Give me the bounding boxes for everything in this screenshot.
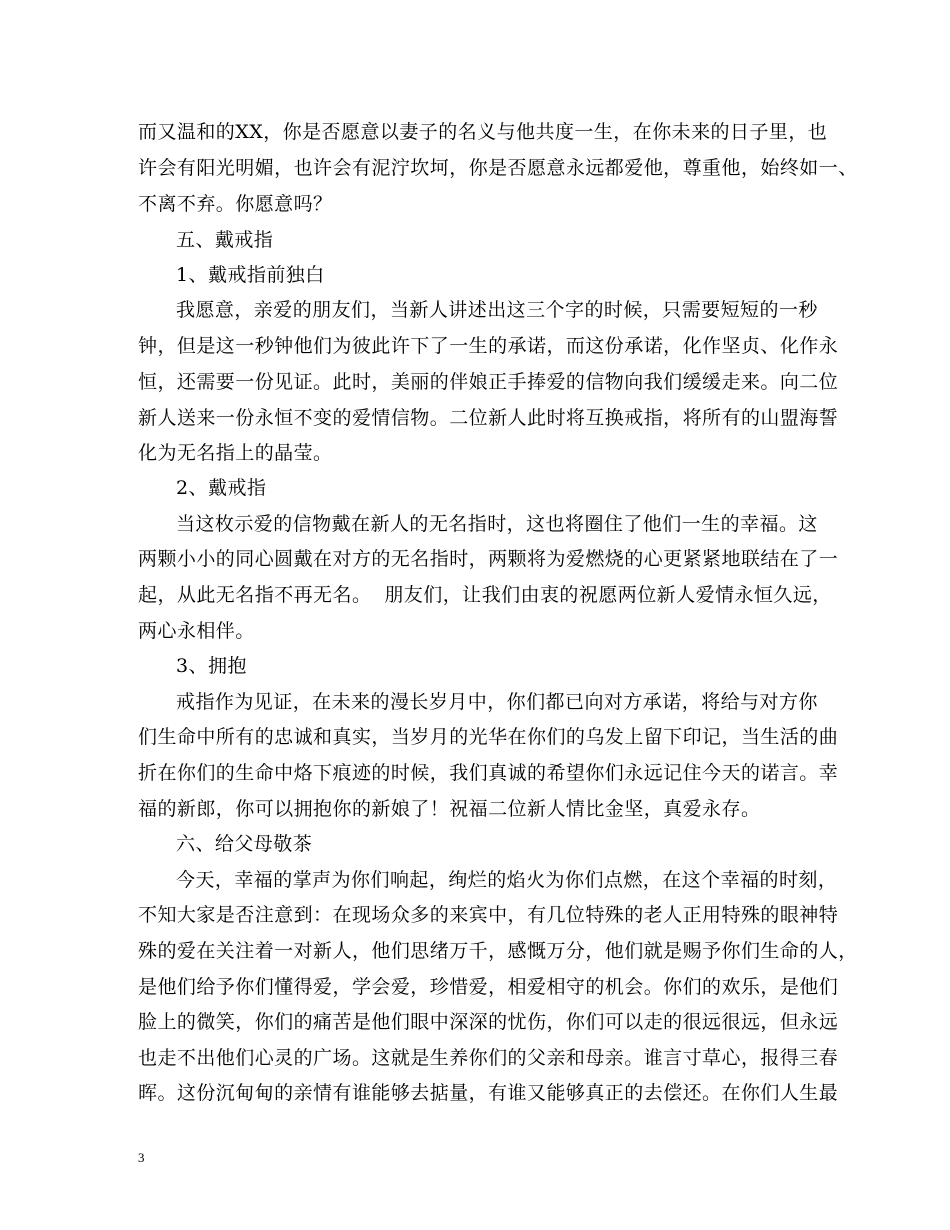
text-line: 新人送来一份永恒不变的爱情信物。二位新人此时将互换戒指，将所有的山盟海誓	[138, 407, 839, 429]
text-line: 今天，幸福的掌声为你们响起，绚烂的焰火为你们点燃，在这个幸福的时刻，	[176, 869, 838, 891]
text-line: 化为无名指上的晶莹。	[138, 442, 333, 464]
subsection-heading: 2、戴戒指	[176, 477, 267, 499]
text-line: 不知大家是否注意到：在现场众多的来宾中，有几位特殊的老人正用特殊的眼神特	[138, 904, 839, 926]
text-line: 两颗小小的同心圆戴在对方的无名指时，两颗将为爱燃烧的心更紧紧地联结在了一	[138, 548, 839, 570]
text-line: 也走不出他们心灵的广场。这就是生养你们的父亲和母亲。谁言寸草心，报得三春	[138, 1047, 839, 1069]
text-line: 福的新郎，你可以拥抱你的新娘了！祝福二位新人情比金坚，真爱永存。	[138, 798, 761, 820]
text-line: 折在你们的生命中烙下痕迹的时候，我们真诚的希望你们永远记住今天的诺言。幸	[138, 762, 839, 784]
text-line: 晖。这份沉甸甸的亲情有谁能够去掂量，有谁又能够真正的去偿还。在你们人生最	[138, 1082, 839, 1104]
text-line: 脸上的微笑，你们的痛苦是他们眼中深深的忧伤，你们可以走的很远很远，但永远	[138, 1011, 839, 1033]
text-line: 许会有阳光明媚，也许会有泥泞坎坷，你是否愿意永远都爱他，尊重他，始终如一、	[138, 157, 858, 179]
text-line: 戒指作为见证，在未来的漫长岁月中，你们都已向对方承诺，将给与对方你	[176, 691, 818, 713]
subsection-heading: 1、戴戒指前独白	[176, 264, 325, 286]
section-heading: 五、戴戒指	[176, 229, 274, 251]
text-line: 恒，还需要一份见证。此时，美丽的伴娘正手捧爱的信物向我们缓缓走来。向二位	[138, 371, 839, 393]
section-heading: 六、给父母敬茶	[176, 833, 313, 855]
text-line: 是他们给予你们懂得爱，学会爱，珍惜爱，相爱相守的机会。你们的欢乐，是他们	[138, 976, 839, 998]
text-line: 当这枚示爱的信物戴在新人的无名指时，这也将圈住了他们一生的幸福。这	[176, 513, 818, 535]
page-number: 3	[138, 1150, 145, 1165]
text-line: 而又温和的XX，你是否愿意以妻子的名义与他共度一生，在你未来的日子里，也	[138, 121, 828, 143]
text-line: 们生命中所有的忠诚和真实，当岁月的光华在你们的乌发上留下印记，当生活的曲	[138, 726, 839, 748]
text-line: 我愿意，亲爱的朋友们，当新人讲述出这三个字的时候，只需要短短的一秒	[176, 299, 818, 321]
subsection-heading: 3、拥抱	[176, 655, 247, 677]
text-line: 起，从此无名指不再无名。 朋友们，让我们由衷的祝愿两位新人爱情永恒久远，	[138, 584, 832, 606]
text-line: 两心永相伴。	[138, 620, 255, 642]
text-line: 不离不弃。你愿意吗？	[138, 193, 333, 215]
text-line: 钟，但是这一秒钟他们为彼此许下了一生的承诺，而这份承诺，化作坚贞、化作永	[138, 335, 839, 357]
text-line: 殊的爱在关注着一对新人，他们思绪万千，感慨万分，他们就是赐予你们生命的人，	[138, 940, 858, 962]
